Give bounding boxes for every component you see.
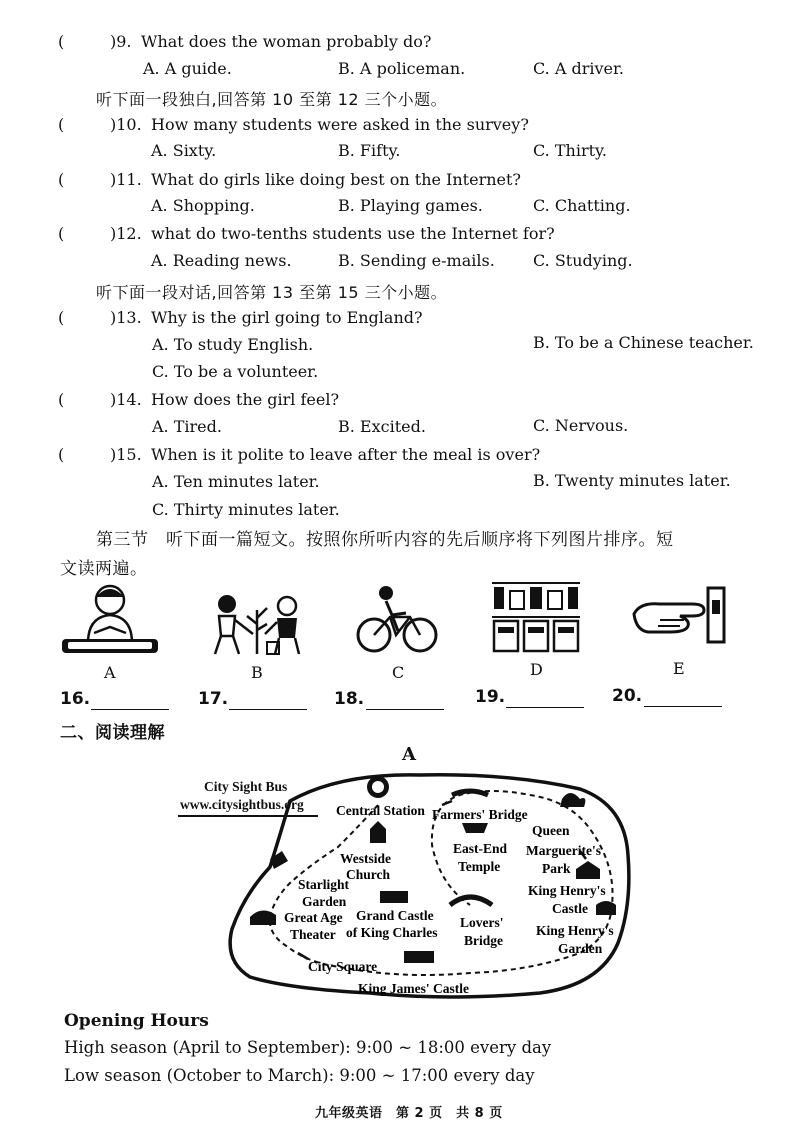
option-c: C. A driver. — [533, 59, 624, 78]
blank-number-20: 20. — [612, 686, 643, 706]
blank-number-18: 18. — [334, 689, 365, 709]
label-theater: Theater — [290, 927, 336, 942]
label-church: Church — [346, 867, 391, 882]
answer-paren: ( — [58, 32, 65, 51]
answer-paren: ( — [58, 445, 65, 464]
option-a: A. Shopping. — [151, 196, 255, 215]
bridge-icon — [452, 791, 488, 795]
label-grand-castle: Grand Castle — [356, 908, 434, 923]
page-footer: 九年级英语 第 2 页 共 8 页 — [315, 1106, 503, 1121]
question-text: How many students were asked in the survey? — [151, 115, 529, 134]
tree-icon — [560, 793, 585, 807]
instruction-monologue: 听下面一段独白,回答第 10 至第 12 三个小题。 — [96, 90, 448, 109]
question-number: )10. — [110, 115, 142, 134]
question-number: )15. — [110, 445, 142, 464]
option-b: B. Twenty minutes later. — [533, 471, 731, 490]
label-lovers: Lovers' — [460, 915, 504, 930]
picture-label-a: A — [104, 663, 116, 682]
label-city-square: City Square — [308, 959, 378, 974]
james-castle-icon — [404, 951, 434, 963]
label-temple: Temple — [458, 859, 501, 874]
picture-label-b: B — [251, 663, 263, 682]
answer-blank-19[interactable] — [506, 707, 584, 708]
option-b: B. Excited. — [338, 417, 426, 436]
option-a: A. Ten minutes later. — [152, 472, 320, 491]
temple-icon — [462, 823, 488, 833]
question-number: )12. — [110, 224, 142, 243]
blank-number-17: 17. — [198, 689, 229, 709]
option-b: B. Sending e-mails. — [338, 251, 495, 270]
option-a: A. Reading news. — [151, 251, 292, 270]
question-number: )9. — [110, 32, 132, 51]
label-garden-2: Garden — [558, 941, 603, 956]
label-great-age: Great Age — [284, 910, 343, 925]
question-number: )14. — [110, 390, 142, 409]
map-brand: City Sight Bus — [204, 779, 288, 794]
option-c: C. Thirty minutes later. — [152, 500, 340, 519]
option-b: B. To be a Chinese teacher. — [533, 333, 754, 352]
label-garden: Garden — [302, 894, 347, 909]
opening-hours-high: High season (April to September): 9:00 ~ 18:00 every day — [64, 1038, 552, 1057]
passage-letter: A — [402, 744, 416, 765]
question-text: Why is the girl going to England? — [151, 308, 423, 327]
answer-blank-20[interactable] — [644, 706, 722, 707]
answer-paren: ( — [58, 224, 65, 243]
option-a: A. To study English. — [152, 335, 314, 354]
option-b: B. Fifty. — [338, 141, 401, 160]
label-of-king-charles: of King Charles — [346, 925, 438, 940]
answer-paren: ( — [58, 115, 65, 134]
question-number: )13. — [110, 308, 142, 327]
question-text: What do girls like doing best on the Internet? — [151, 170, 521, 189]
blank-number-19: 19. — [475, 687, 506, 707]
label-castle: Castle — [552, 901, 588, 916]
boy-reading-icon — [58, 583, 163, 658]
answer-blank-17[interactable] — [229, 709, 307, 710]
section3-instruction-cont: 文读两遍。 — [60, 559, 148, 579]
label-eastend: East-End — [453, 841, 508, 856]
answer-paren: ( — [58, 308, 65, 327]
castle-icon — [380, 891, 408, 903]
picture-label-d: D — [530, 660, 543, 679]
label-starlight: Starlight — [298, 877, 350, 892]
option-a: A. Sixty. — [151, 141, 217, 160]
henry-castle-icon — [596, 901, 616, 915]
opening-hours-title: Opening Hours — [64, 1011, 209, 1031]
recycling-bins-icon — [488, 577, 584, 657]
blank-number-16: 16. — [60, 689, 91, 709]
question-text: When is it polite to leave after the meal is over? — [151, 445, 541, 464]
label-king-henrys-2: King Henry's — [536, 923, 614, 938]
hand-switch-icon — [630, 580, 730, 650]
question-number: )11. — [110, 170, 142, 189]
map-url-underline — [178, 815, 318, 817]
answer-blank-16[interactable] — [91, 709, 169, 710]
label-king-henrys: King Henry's — [528, 883, 606, 898]
option-c: C. Nervous. — [533, 416, 629, 435]
church-icon — [370, 821, 386, 843]
question-text: what do two-tenths students use the Internet for? — [151, 224, 555, 243]
label-central-station: Central Station — [336, 803, 425, 818]
answer-blank-18[interactable] — [366, 709, 444, 710]
opening-hours-low: Low season (October to March): 9:00 ~ 17:00 every day — [64, 1066, 535, 1085]
option-b: B. A policeman. — [338, 59, 466, 78]
option-c: C. Thirty. — [533, 141, 608, 160]
option-c: C. Studying. — [533, 251, 633, 270]
answer-paren: ( — [58, 390, 65, 409]
option-a: A. Tired. — [152, 417, 222, 436]
answer-paren: ( — [58, 170, 65, 189]
label-marguerites: Marguerite's — [526, 843, 601, 858]
instruction-dialogue: 听下面一段对话,回答第 13 至第 15 三个小题。 — [96, 283, 448, 302]
theater-icon — [250, 910, 276, 925]
label-king-james: King James' Castle — [358, 981, 469, 996]
section3-instruction: 第三节 听下面一篇短文。按照你所听内容的先后顺序将下列图片排序。短 — [96, 530, 674, 550]
option-b: B. Playing games. — [338, 196, 483, 215]
question-text: How does the girl feel? — [151, 390, 340, 409]
label-westside: Westside — [340, 851, 392, 866]
label-farmers-bridge: Farmers' Bridge — [432, 807, 528, 822]
reading-section-header: 二、阅读理解 — [60, 723, 165, 743]
label-park: Park — [542, 861, 571, 876]
picture-label-c: C — [392, 663, 405, 682]
lovers-bridge-icon — [450, 897, 492, 905]
map-url: www.citysightbus.org — [180, 797, 304, 812]
label-bridge: Bridge — [464, 933, 503, 948]
option-a: A. A guide. — [143, 59, 232, 78]
park-icon — [576, 861, 600, 879]
children-planting-icon — [205, 590, 310, 658]
picture-label-e: E — [673, 659, 685, 678]
option-c: C. To be a volunteer. — [152, 362, 319, 381]
option-c: C. Chatting. — [533, 196, 631, 215]
person-cycling-icon — [352, 583, 442, 655]
label-queen: Queen — [532, 823, 570, 838]
question-text: What does the woman probably do? — [141, 32, 432, 51]
